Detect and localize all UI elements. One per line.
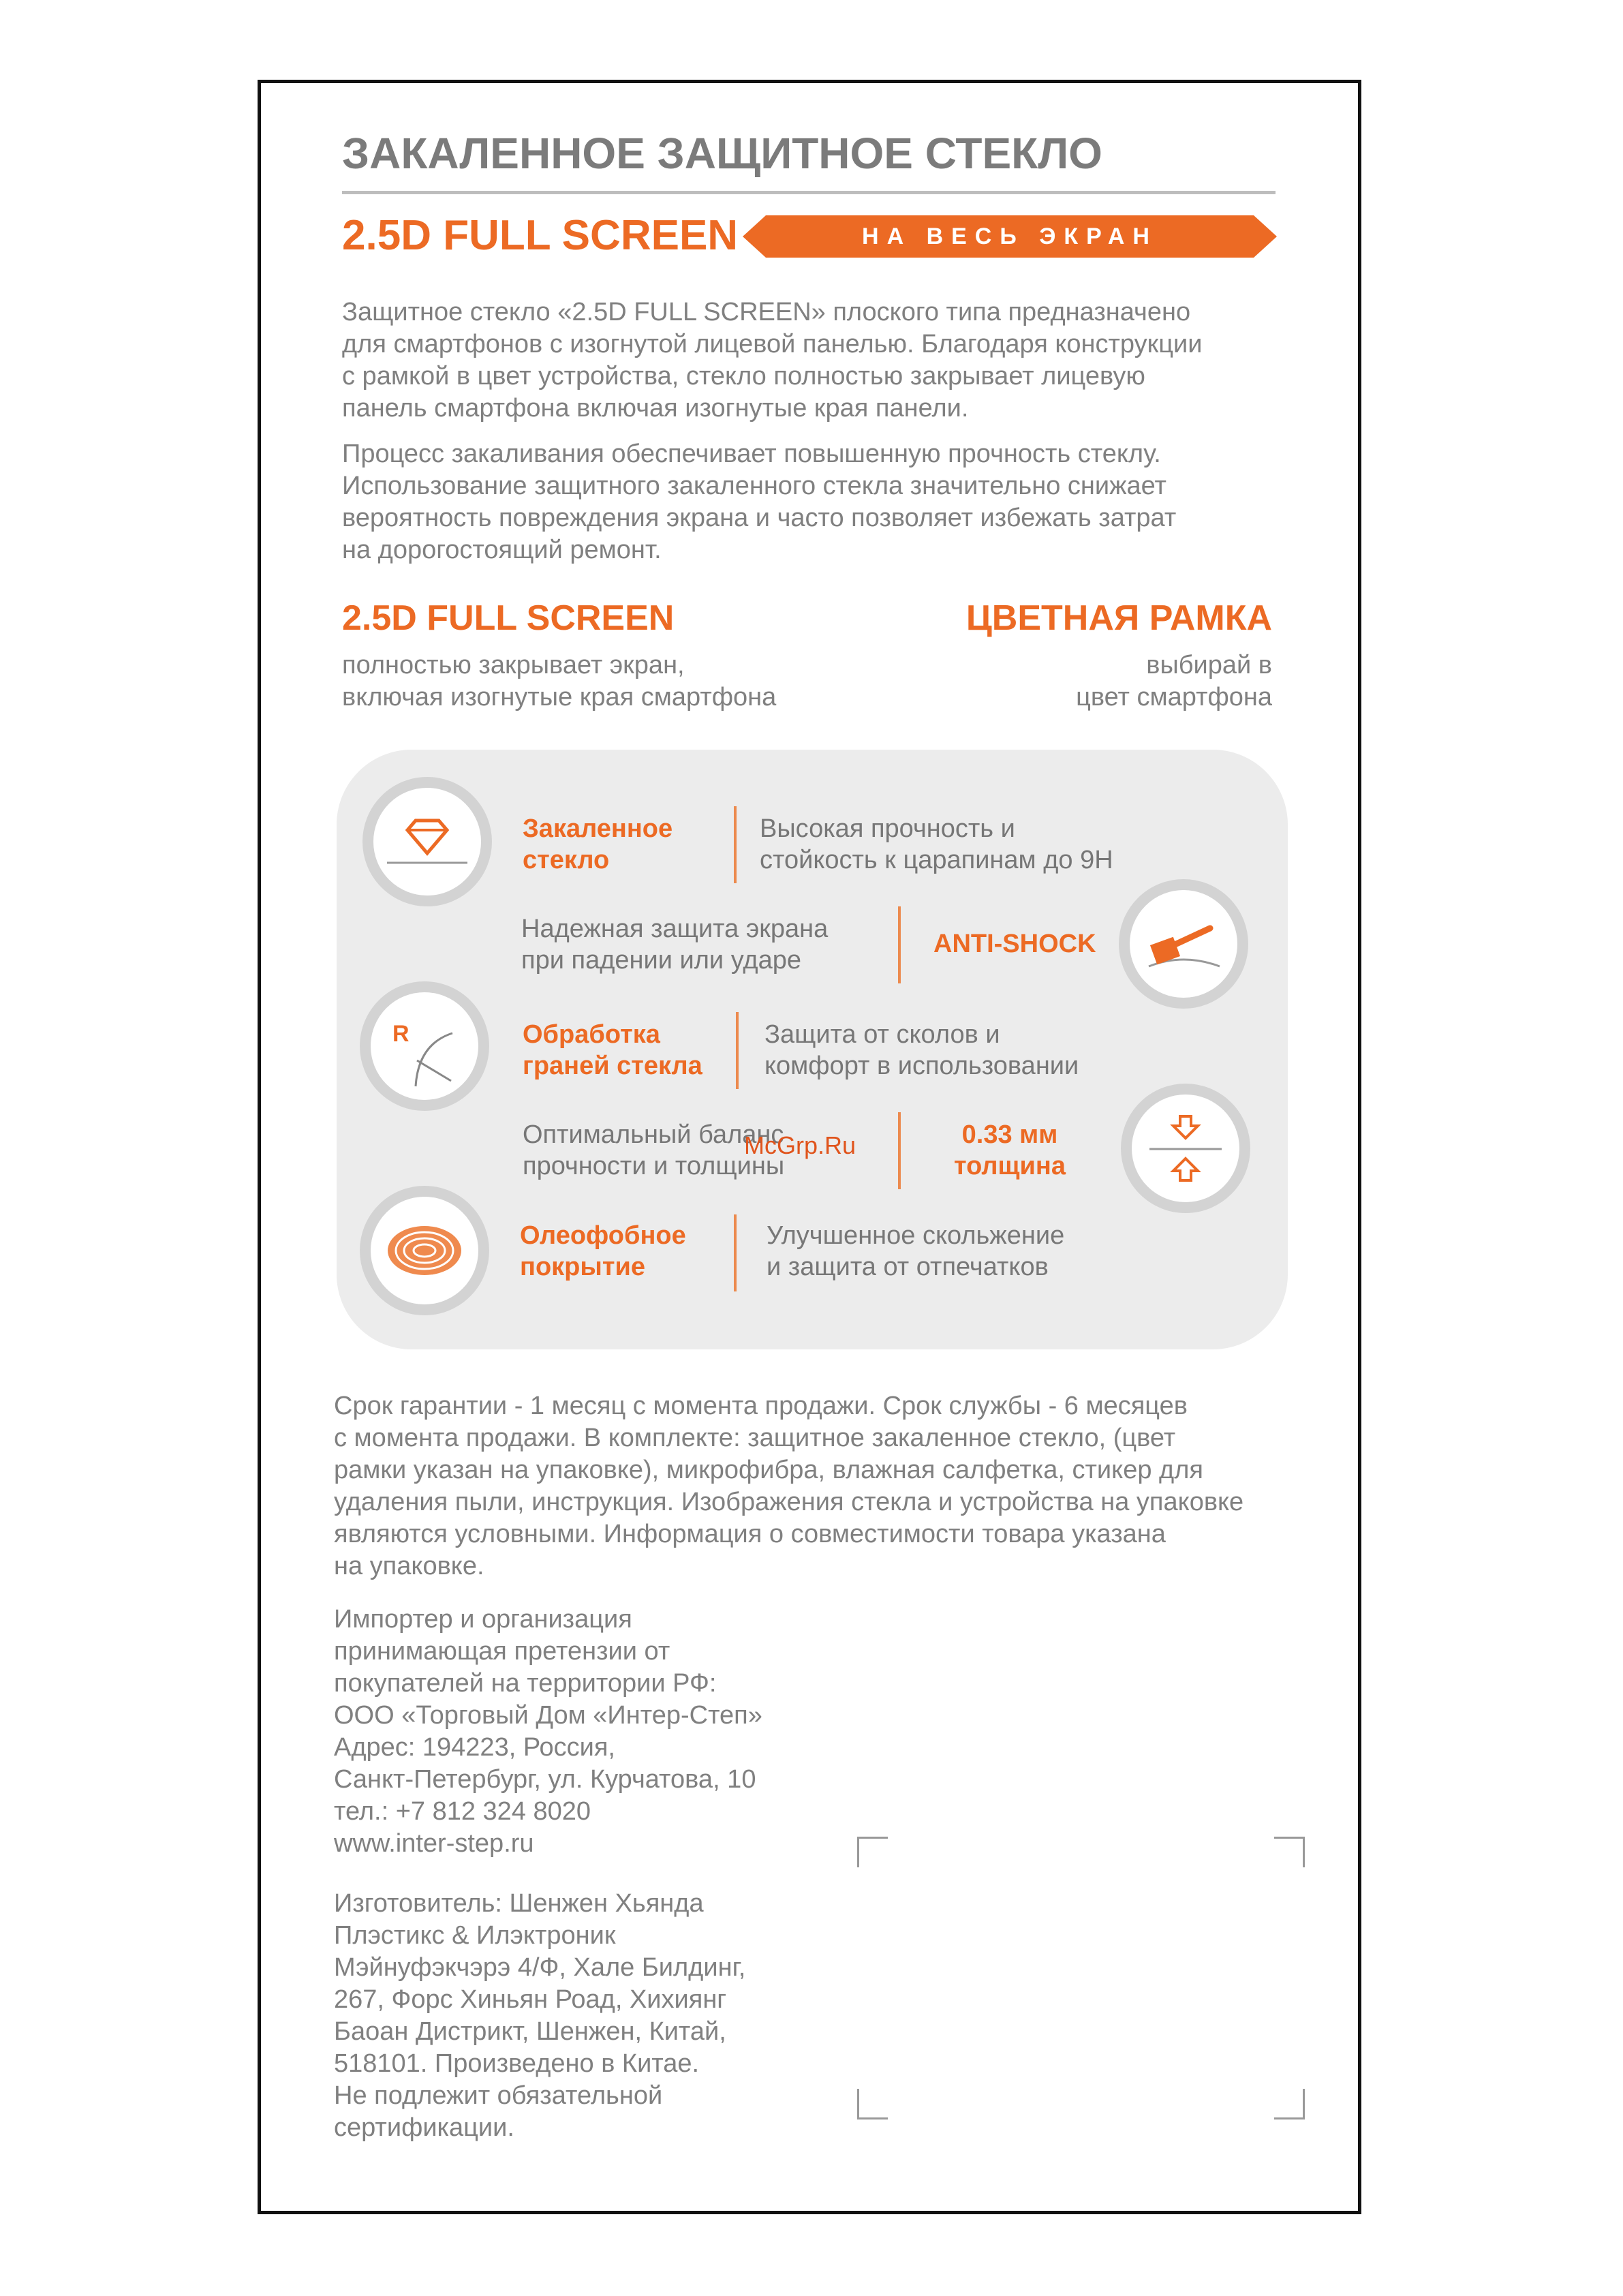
feature-5-divider	[734, 1214, 737, 1291]
fingerprint-icon	[371, 1197, 478, 1304]
feature-circle-4	[1121, 1084, 1250, 1213]
feature-1-text: Высокая прочность и стойкость к царапинам до 9H	[760, 814, 1113, 874]
feature-4-text: Оптимальный баланс прочности и толщины	[523, 1120, 785, 1180]
intro-paragraph-2: Процесс закаливания обеспечивает повышенную прочность стеклу. Использование защитного закаленного стекла значительно снижает вероятность повреждения экрана и часто позволяет избежать затрат на дорогостоящий ремонт.	[342, 440, 1177, 564]
feature-3-divider	[736, 1012, 739, 1089]
feature-3-text: Защита от сколов и комфорт в использовании	[764, 1020, 1079, 1080]
highlight-left-text: полностью закрывает экран, включая изогнутые края смартфона	[342, 651, 777, 711]
corner-mark-bottom-left	[857, 2089, 888, 2119]
feature-5-title: Олеофобное покрытие	[520, 1221, 686, 1281]
corner-mark-bottom-right	[1274, 2089, 1305, 2119]
importer-info: Импортер и организация принимающая претензии от покупателей на территории РФ: ООО «Торговый Дом «Интер-Степ» Адрес: 194223, Россия, Санкт-Петербург, ул. Курчатова, 10 тел.: +7 812 324 8020 www.inter-step.ru	[334, 1605, 762, 1858]
hammer-icon	[1130, 890, 1237, 998]
feature-circle-2	[1119, 879, 1248, 1009]
manufacturer-info: Изготовитель: Шенжен Хьянда Плэстикс & Илэктроник Мэйнуфэкчэрэ 4/Ф, Хале Билдинг, 267, Форс Хиньян Роад, Хихиянг Баоан Дистрикт, Шенжен, Китай, 518101. Произведено в Китае. Не подлежит обязательной сертификации.	[334, 1889, 746, 2142]
feature-1-title: Закаленное стекло	[523, 814, 673, 874]
radius-icon	[371, 992, 478, 1100]
svg-text:R: R	[392, 1021, 409, 1047]
highlight-right-title: ЦВЕТНАЯ РАМКА	[965, 598, 1272, 638]
feature-2-text: Надежная защита экрана при падении или ударе	[521, 915, 829, 975]
warranty-text: Срок гарантии - 1 месяц с момента продажи. Срок службы - 6 месяцев с момента продажи. В комплекте: защитное закаленное стекло, (цвет рамки указан на упаковке), микрофибра, влажная салфетка, стикер для удаления пыли, инструкция. Изображения стекла и устройства на упаковке являются условными. Информация о совместимости товара указана на упаковке.	[334, 1392, 1244, 1580]
feature-2-title: ANTI-SHOCK	[933, 930, 1096, 958]
banner-label: НА ВЕСЬ ЭКРАН	[862, 224, 1158, 249]
intro-paragraph-1: Защитное стекло «2.5D FULL SCREEN» плоского типа предназначено для смартфонов с изогнутой лицевой панелью. Благодаря конструкции с рамкой в цвет устройства, стекло полностью закрывает лицевую панель смартфона включая изогнутые края панели.	[342, 298, 1203, 423]
highlight-left-title: 2.5D FULL SCREEN	[342, 598, 675, 638]
corner-mark-top-left	[857, 1837, 888, 1867]
feature-4-title: 0.33 мм толщина	[953, 1120, 1066, 1180]
feature-3-title: Обработка граней стекла	[523, 1020, 702, 1080]
title-divider	[342, 191, 1276, 194]
highlight-right-text: выбирай в цвет смартфона	[1076, 651, 1272, 711]
feature-circle-3	[360, 981, 489, 1111]
feature-1-divider	[734, 806, 737, 883]
page-title: ЗАКАЛЕННОЕ ЗАЩИТНОЕ СТЕКЛО	[342, 129, 1102, 178]
feature-2-divider	[898, 906, 901, 983]
watermark: McGrp.Ru	[744, 1131, 856, 1159]
diamond-icon	[373, 788, 481, 896]
feature-circle-5	[360, 1186, 489, 1315]
feature-5-text: Улучшенное скольжение и защита от отпечатков	[767, 1221, 1065, 1281]
corner-mark-top-right	[1274, 1837, 1305, 1867]
feature-circle-1	[362, 777, 492, 906]
feature-4-divider	[898, 1112, 901, 1189]
product-subtitle: 2.5D FULL SCREEN	[342, 212, 739, 259]
thickness-icon	[1132, 1095, 1239, 1202]
